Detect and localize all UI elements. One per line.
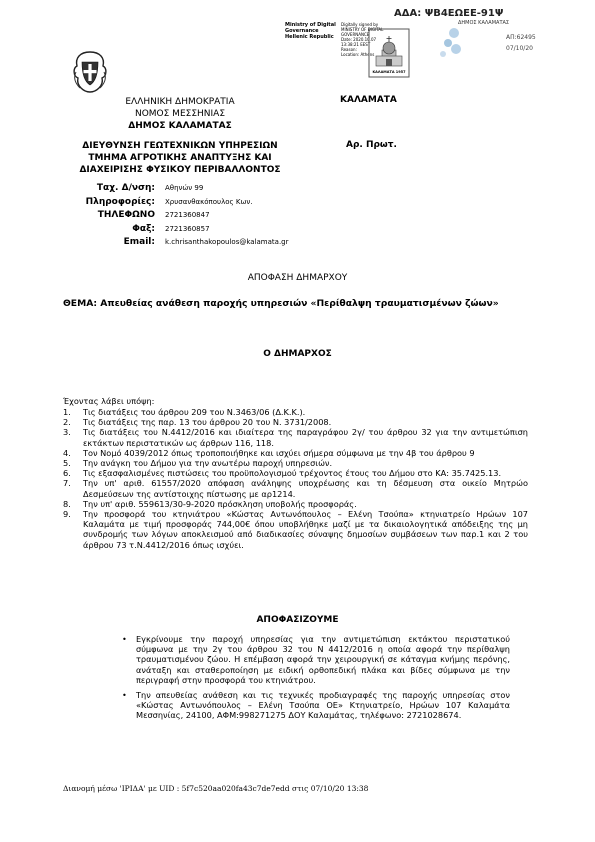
consideration-item: 1. Τις διατάξεις του άρθρου 209 του Ν.3463/06 (Δ.Κ.Κ.). [63,407,306,417]
contact-value: Χρυσανθακόπουλος Κων. [165,198,253,206]
contact-label: Φαξ: [132,224,155,234]
decide-heading: ΑΠΟΦΑΣΙΖΟΥΜΕ [256,615,339,625]
issuer-line: ΝΟΜΟΣ ΜΕΣΣΗΝΙΑΣ [134,109,226,119]
consideration-item: 7. Την υπ' αριθ. 61557/2020 απόφαση ανάληψης υποχρέωσης και τη δέσμευση στα οικείο Μητρώο Δεσμεύσεων της αντίστοιχης πίστωσης με αρ1214. [63,478,528,499]
contact-value: 2721360857 [165,225,210,233]
protocol-date: 07/10/20 [506,45,533,52]
contact-row-fax [0,223,595,235]
seal-caption: ΚΑΛΑΜΑΤΑ 1957 [372,70,406,74]
contact-label: Ταχ. Δ/νση: [96,183,155,193]
contact-row-phone [0,209,595,221]
distribution-footer: Διανομή μέσω 'ΙΡΙΔΑ' με UID : 5f7c520aa020fa43c7de7edd στις 07/10/20 13:38 [63,784,369,793]
contact-label: Πληροφορίες: [85,197,155,207]
kalamata-seal-icon [368,28,410,78]
ada-number: ΑΔΑ: ΨΒ4ΕΩΕΕ-91Ψ [394,8,504,19]
department-line: ΔΙΑΧΕΙΡΙΣΗΣ ΦΥΣΙΚΟΥ ΠΕΡΙΒΑΛΛΟΝΤΟΣ [79,165,281,175]
stamp-left-line: Hellenic Republic [285,34,334,40]
protocol-label: Αρ. Πρωτ. [346,140,397,150]
top-right-municipality: ΔΗΜΟΣ ΚΑΛΑΜΑΤΑΣ [458,20,510,26]
subject-line: ΘΕΜΑ: Απευθείας ανάθεση παροχής υπηρεσιών «Περίθαλψη τραυματισμένων ζώων» [63,298,499,309]
decisions-list [118,634,510,726]
contact-email-link[interactable]: k.chrisanthakopoulos@kalamata.gr [165,238,289,246]
consideration-item: 8. Την υπ' αριθ. 559613/30-9-2020 πρόσκληση υποβολής προσφοράς. [63,498,357,509]
issuer-line: ΕΛΛΗΝΙΚΗ ΔΗΜΟΚΡΑΤΙΑ [125,97,235,107]
stamp-detail-line: Date: 2020.10.07 [341,37,377,42]
contact-label: Email: [123,237,155,247]
consideration-item: 2. Τις διατάξεις της παρ. 13 του άρθρου 20 του Ν. 3731/2008. [63,417,332,428]
protocol-sticker-icon [428,24,468,64]
stamp-detail-line: Digitally signed by [341,22,379,27]
decision-title: ΑΠΟΦΑΣΗ ΔΗΜΑΡΧΟΥ [247,273,348,283]
stamp-detail-line: Reason: [341,47,357,52]
contact-value: 2721360847 [165,211,210,219]
protocol-number: ΑΠ:62495 [506,34,536,41]
decision-item: • Εγκρίνουμε την παροχή υπηρεσίας για την αντιμετώπιση εκτάκτου περιστατικού σύμφωνα με την 2γ του άρθρου 32 του Ν 4412/2016 η οποία αφορά την περίθαλψη τραυματισμένου ζώου. Η επέμβαση αφορά την χειρουργική σε κάταγμα κνήμης περόνης, ανάταξη και σταθεροποίηση με ειδική ορθοπεδική πλάκα και βίδες σύμφωνα με την περιγραφή στην προσφορά του κτηνιάτρου. [122,634,510,685]
stamp-detail-line: MINISTRY OF DIGITAL [341,27,384,32]
place-city: ΚΑΛΑΜΑΤΑ [340,95,397,105]
department-line: ΤΜΗΜΑ ΑΓΡΟΤΙΚΗΣ ΑΝΑΠΤΥΞΗΣ ΚΑΙ [88,153,272,163]
stamp-detail-line: Location: Athens [341,52,375,57]
signature-stamp-left [285,22,341,40]
issuer-block [100,96,260,132]
consideration-item: 9. Την προσφορά του κτηνιάτρου «Κώστας Αντωνόπουλος – Ελένη Τσούπα» κτηνιατρείο Ηρώων 107 Καλαμάτα με τιμή προσφοράς 744,00€ όπου υποβλήθηκε μαζί με τα δικαιολογητικά απόδειξης της μη συνδρομής των λόγων αποκλεισμού από διαδικασίες σύναψης δημοσίων συμβάσεων των παρ.1 και 2 του άρθρου 73 τ.Ν.4412/2016 όπως ισχύει. [63,509,528,550]
stamp-left-line: Ministry of Digital [285,22,336,28]
issuer-municipality: ΔΗΜΟΣ ΚΑΛΑΜΑΤΑΣ [128,121,232,131]
contact-row-address [0,182,595,194]
contact-row-info [0,196,595,208]
consideration-item: 3. Τις διατάξεις του Ν.4412/2016 και ιδιαίτερα της παραγράφου 2γ/ του άρθρου 32 για την αντιμετώπιση εκτάκτων περιστατικών ως άρθρων 116, 118. [63,427,528,448]
department-block [60,140,300,176]
department-line: ΔΙΕΥΘΥΝΣΗ ΓΕΩΤΕΧΝΙΚΩΝ ΥΠΗΡΕΣΙΩΝ [82,141,278,151]
consideration-item: 5. Την ανάγκη του Δήμου για την ανωτέρω παροχή υπηρεσιών. [63,458,333,469]
considering-intro: Έχοντας λάβει υπόψη: [63,396,155,406]
greek-coat-of-arms-icon [70,50,110,94]
consideration-item: 6. Τις εξασφαλισμένες πιστώσεις του προϋπολογισμού τρέχοντος έτους του Δήμου στο ΚΑ: 35.7425.13. [63,468,502,479]
contact-row-email [0,236,595,248]
stamp-detail-line: GOVERNANCE [341,32,370,37]
decision-item: • Την απευθείας ανάθεση και τις τεχνικές προδιαγραφές της παροχής υπηρεσίας στον «Κώστας Αντωνόπουλος – Ελένη Τσούπα ΟΕ» Κτηνιατρείο, Ηρώων 107 Καλαμάτα Μεσσηνίας, 24100, ΑΦΜ:998271275 ΔΟΥ Καλαμάτας, τηλέφωνο: 2721028674. [122,690,510,721]
stamp-detail-line: 13:38:21 EEST [341,42,371,47]
stamp-left-line: Governance [285,28,319,34]
mayor-heading: Ο ΔΗΜΑΡΧΟΣ [263,349,332,359]
considerations-list [63,407,528,550]
contact-value: Αθηνών 99 [165,184,204,192]
contact-label: ΤΗΛΕΦΩΝΟ [97,210,155,220]
consideration-item: 4. Τον Νομό 4039/2012 όπως τροποποιήθηκε και ισχύει σήμερα σύμφωνα με την 4β του άρθρου 9 [63,447,475,458]
